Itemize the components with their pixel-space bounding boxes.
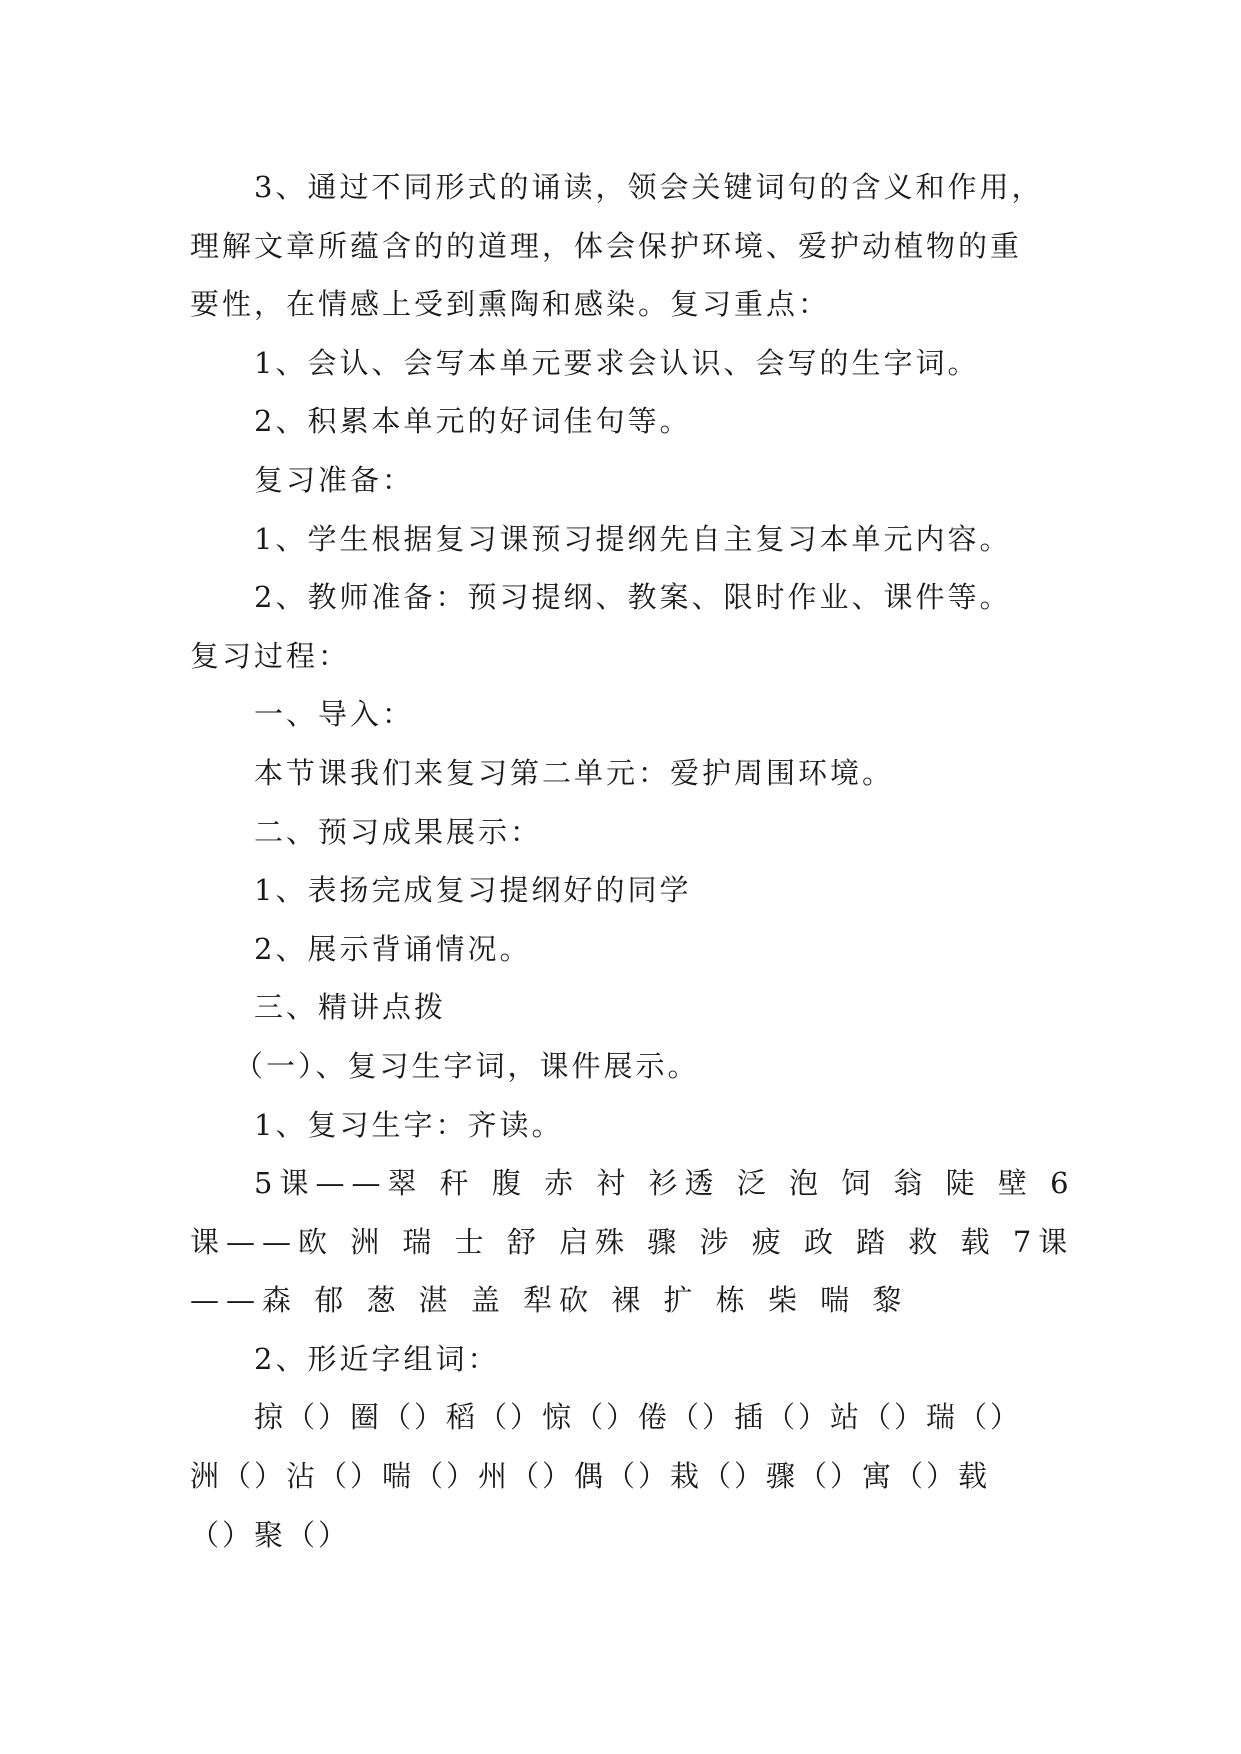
section-heading: 复习过程： xyxy=(190,638,351,673)
document-body xyxy=(190,158,1076,1564)
exercise-line: 掠（）圈（）稻（）惊（）倦（）插（）站（）瑞（） xyxy=(254,1400,1023,1435)
exercise-line: （）聚（） xyxy=(190,1517,351,1552)
character-list-line: 5课——翠 秆 腹 赤 衬 衫透 泛 泡 饲 翁 陡 壁 6 xyxy=(254,1166,1076,1201)
text-line: 2、展示背诵情况。 xyxy=(254,931,532,966)
section-heading: 二、预习成果展示： xyxy=(254,814,543,849)
text-line: 1、会认、会写本单元要求会认识、会写的生字词。 xyxy=(254,345,980,380)
character-list-line: ——森 郁 葱 湛 盖 犁砍 裸 扩 栋 柴 喘 黎 xyxy=(190,1283,909,1318)
text-line: 1、表扬完成复习提纲好的同学 xyxy=(254,873,692,908)
section-heading: 三、精讲点拨 xyxy=(254,990,447,1025)
text-line: 理解文章所蕴含的的道理，体会保护环境、爱护动植物的重 xyxy=(190,228,1023,263)
text-line: 2、教师准备：预习提纲、教案、限时作业、课件等。 xyxy=(254,580,1012,615)
text-line: 本节课我们来复习第二单元：爱护周围环境。 xyxy=(254,755,895,790)
character-list-line: 课——欧 洲 瑞 士 舒 启殊 骤 涉 疲 政 踏 救 载 7课 xyxy=(190,1224,1075,1259)
text-line: 要性，在情感上受到熏陶和感染。复习重点： xyxy=(190,287,831,322)
text-line: 1、学生根据复习课预习提纲先自主复习本单元内容。 xyxy=(254,521,1012,556)
section-heading: 复习准备： xyxy=(254,462,415,497)
text-line: 2、形近字组词： xyxy=(254,1341,500,1376)
text-line: 1、复习生字：齐读。 xyxy=(254,1107,564,1142)
text-line: 2、积累本单元的好词佳句等。 xyxy=(254,404,692,439)
subsection-heading: （一）、复习生字词，课件展示。 xyxy=(234,1048,700,1083)
section-heading: 一、导入： xyxy=(254,697,415,732)
text-line: 3、通过不同形式的诵读，领会关键词句的含义和作用， xyxy=(254,170,1044,204)
exercise-line: 洲（）沾（）喘（）州（）偶（）栽（）骤（）寓（）载 xyxy=(190,1459,991,1494)
